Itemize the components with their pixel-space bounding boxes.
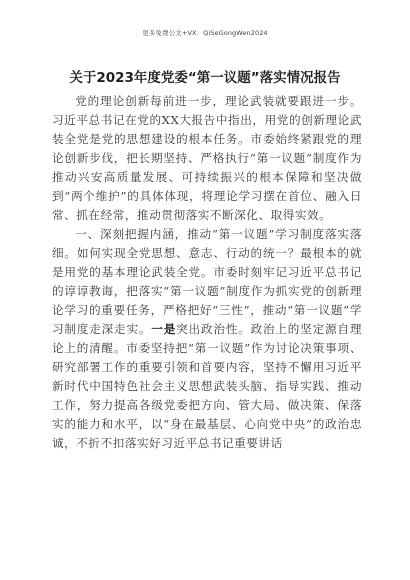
paragraph-section-one-text-a: 一、深刻把握内涵，推动“第一议题”学习制度落实落细。如何实现全党思想、意志、行动的统一？最根本的就是用党的基本理论武装全党。市委时刻牢记习近平总书记的谆谆教诲，把落实“第一议题”制度作为抓实党的创新理论学习的重要任务，严格把好“三性”，推动“第一议题”学习制度走深走实。	[52, 227, 362, 336]
document-title: 关于2023年度党委“第一议题”落实情况报告	[69, 70, 341, 86]
paragraph-section-one-text-b: 突出政治性。政治上的坚定源自理论上的清醒。市委坚持把“第一议题”作为讨论决策事项、研究部署工作的重要引领和首要内容，坚持不懈用习近平新时代中国特色社会主义思想武装头脑、指导实践、推动工作，努力提高各级党委把方向、管大局、做决策、保落实的能力和水平，以“身在最基层、心向党中央”的政治忠诚，不折不扣落实好习近平总书记重要讲话	[52, 322, 362, 450]
paragraph-section-one-bold: 一是	[151, 322, 177, 336]
document-body	[52, 92, 362, 453]
paragraph-intro: 党的理论创新每前进一步，理论武装就要跟进一步。习近平总书记在党的XX大报告中指出，用党的创新理论武装全党是党的思想建设的根本任务。市委始终紧跟党的理论创新步伐，把长期坚持、严格执行“第一议题”制度作为推动兴安高质量发展、可持续振兴的根本保障和坚决做到“两个维护”的具体体现，将理论学习摆在首位、融入日常、抓在经常，推动贯彻落实不断深化、取得实效。	[52, 94, 362, 222]
header-note: 更多免费公文+VX：QiSeGongWen2024	[142, 29, 268, 37]
paragraph-section-one	[52, 225, 362, 453]
